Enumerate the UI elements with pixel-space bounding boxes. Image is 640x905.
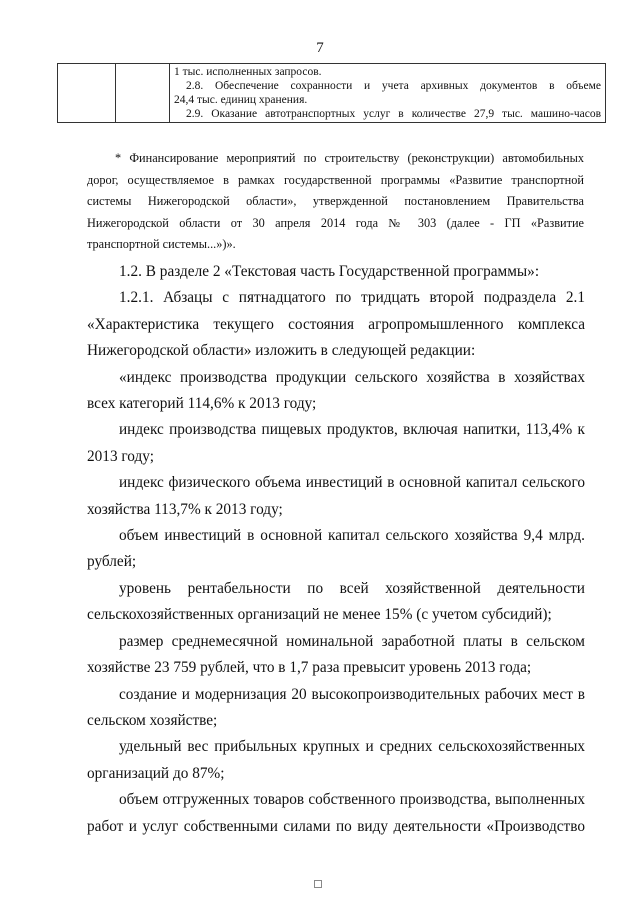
footnote-line: Нижегородской области от 30 апреля 2014 года № 303 (далее - ГП «Развитие	[87, 215, 584, 230]
footnote-line: дорог, осуществляемое в рамках государственной программы «Развитие транспортной	[87, 172, 584, 187]
table-line: 2.9. Оказание автотранспортных услуг в количестве 27,9 тыс. машино-часов	[186, 108, 601, 120]
table-line: 1 тыс. исполненных запросов.	[174, 66, 322, 78]
body-line: хозяйстве 23 759 рублей, что в 1,7 раза превысит уровень 2013 года;	[87, 659, 532, 677]
table-cell-content	[170, 64, 606, 123]
body-line: всех категорий 114,6% к 2013 году;	[87, 395, 317, 413]
body-line: 1.2.1. Абзацы с пятнадцатого по тридцать второй подраздела 2.1	[119, 289, 585, 307]
body-line: сельском хозяйстве;	[87, 711, 218, 729]
table-cell-empty-2	[116, 64, 170, 123]
body-line: «Характеристика текущего состояния агропромышленного комплекса	[87, 315, 585, 333]
body-line: сельскохозяйственных организаций не менее 15% (с учетом субсидий);	[87, 606, 552, 624]
table-row	[58, 64, 606, 123]
body-line: Нижегородской области» изложить в следующей редакции:	[87, 342, 476, 360]
section-heading: 1.2. В разделе 2 «Текстовая часть Государственной программы»:	[119, 263, 540, 280]
body-line: создание и модернизация 20 высокопроизводительных рабочих мест в	[119, 685, 585, 703]
table-line: 24,4 тыс. единиц хранения.	[174, 94, 308, 106]
body-line: индекс физического объема инвестиций в основной капитал сельского	[119, 474, 585, 492]
body-line: удельный вес прибыльных крупных и средних сельскохозяйственных	[119, 738, 585, 756]
body-line: размер среднемесячной номинальной заработной платы в сельском	[119, 632, 585, 650]
footnote	[87, 148, 584, 256]
footnote-line: транспортной системы...»)».	[87, 237, 236, 251]
body-line: хозяйства 113,7% к 2013 году;	[87, 500, 283, 518]
body-line: рублей;	[87, 553, 137, 571]
footnote-line: системы Нижегородской области», утвержденной постановлением Правительства	[87, 194, 584, 208]
body-line: индекс производства пищевых продуктов, включая напитки, 113,4% к	[119, 421, 585, 439]
table-line: 2.8. Обеспечение сохранности и учета архивных документов в объеме	[186, 80, 601, 92]
body-line: объем инвестиций в основной капитал сельского хозяйства 9,4 млрд.	[119, 527, 585, 545]
body-line: 2013 году;	[87, 447, 154, 465]
body-line: работ и услуг собственными силами по виду деятельности «Производство	[87, 817, 585, 835]
scan-mark	[314, 880, 322, 888]
table-cell-empty-1	[58, 64, 116, 123]
body-line: уровень рентабельности по всей хозяйственной деятельности	[119, 579, 585, 597]
continuation-table	[57, 63, 606, 123]
body-line: «индекс производства продукции сельского хозяйства в хозяйствах	[119, 368, 585, 386]
body-text	[87, 259, 585, 840]
body-line: объем отгруженных товаров собственного производства, выполненных	[119, 791, 585, 809]
body-line: организаций до 87%;	[87, 764, 225, 782]
page-number: 7	[316, 40, 324, 56]
footnote-line: * Финансирование мероприятий по строительству (реконструкции) автомобильных	[115, 151, 584, 165]
